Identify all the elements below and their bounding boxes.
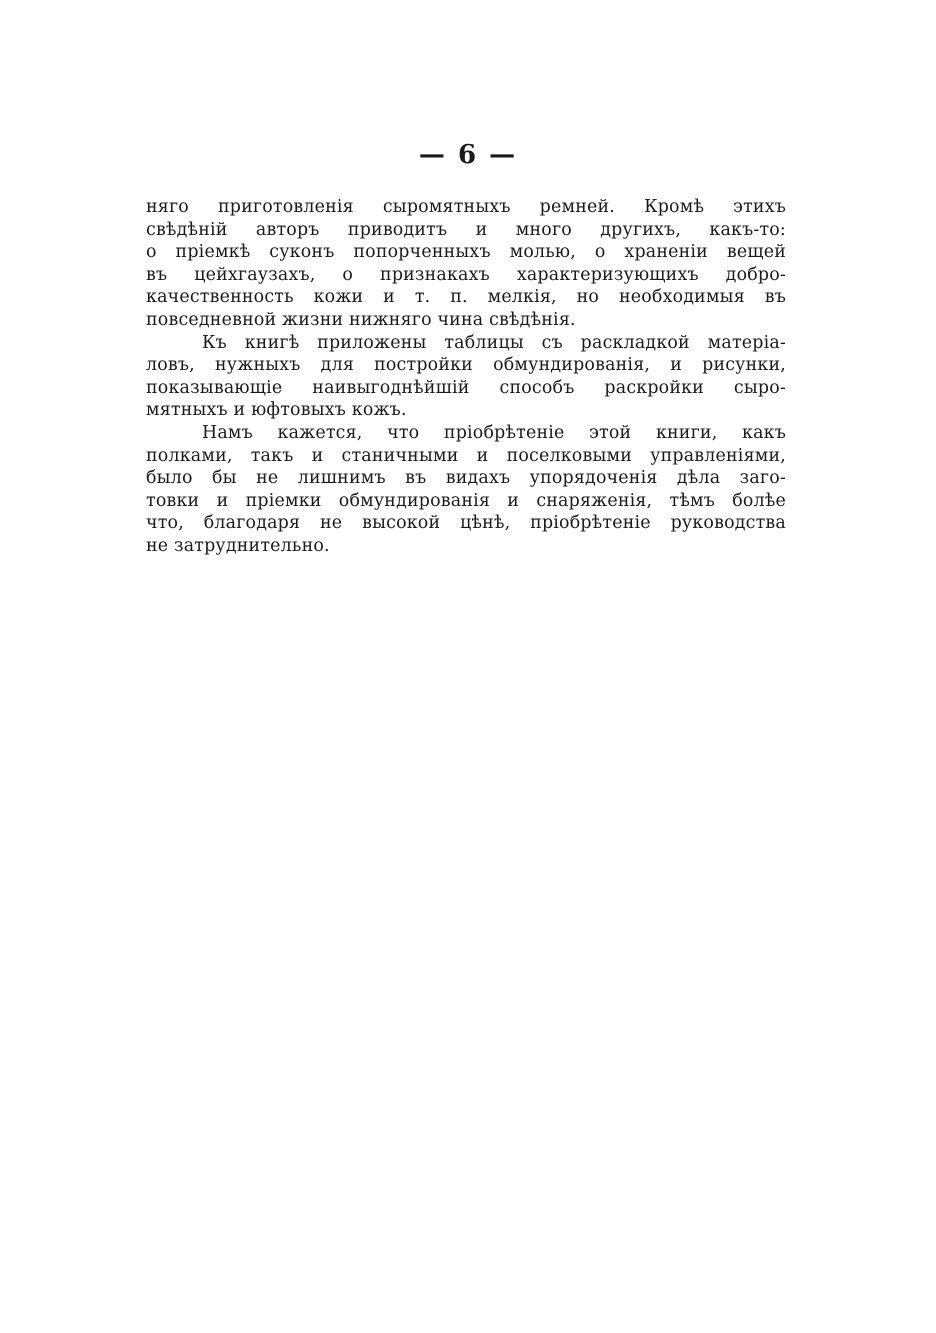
text-line: показывающіе наивыгоднѣйшій способъ раскройки сыро- bbox=[146, 377, 786, 398]
text-line: няго приготовленія сыромятныхъ ремней. Кромѣ этихъ bbox=[146, 197, 786, 217]
text-line: качественность кожи и т. п. мелкія, но необходимыя въ bbox=[146, 287, 786, 308]
text-line: свѣдѣній авторъ приводитъ и много другихъ, какъ-то: bbox=[146, 219, 786, 240]
text-line: полками, такъ и станичными и поселковыми управленіями, bbox=[146, 445, 786, 466]
text-line: товки и пріемки обмундированія и снаряженія, тѣмъ болѣе bbox=[146, 490, 786, 511]
text-line: не затруднительно. bbox=[146, 535, 330, 556]
paragraph-start-line: Намъ кажется, что пріобрѣтеніе этой книги, какъ bbox=[202, 422, 786, 443]
text-line: мятныхъ и юфтовыхъ кожъ. bbox=[146, 400, 407, 421]
text-line: о пріемкѣ суконъ попорченныхъ молью, о храненіи вещей bbox=[146, 242, 786, 263]
text-line: ловъ, нужныхъ для постройки обмундированія, и рисунки, bbox=[146, 355, 786, 376]
body-text bbox=[146, 196, 786, 558]
page-number: — 6 — bbox=[418, 140, 518, 170]
paragraph-start-line: Къ книгѣ приложены таблицы съ раскладкой матеріа- bbox=[202, 332, 786, 353]
text-line: было бы не лишнимъ въ видахъ упорядоченія дѣла заго- bbox=[146, 468, 786, 489]
text-line: что, благодаря не высокой цѣнѣ, пріобрѣтеніе руководства bbox=[146, 513, 786, 534]
text-line: повседневной жизни нижняго чина свѣдѣнія. bbox=[146, 309, 576, 330]
text-line: въ цейхгаузахъ, о признакахъ характеризующихъ добро- bbox=[146, 264, 786, 285]
